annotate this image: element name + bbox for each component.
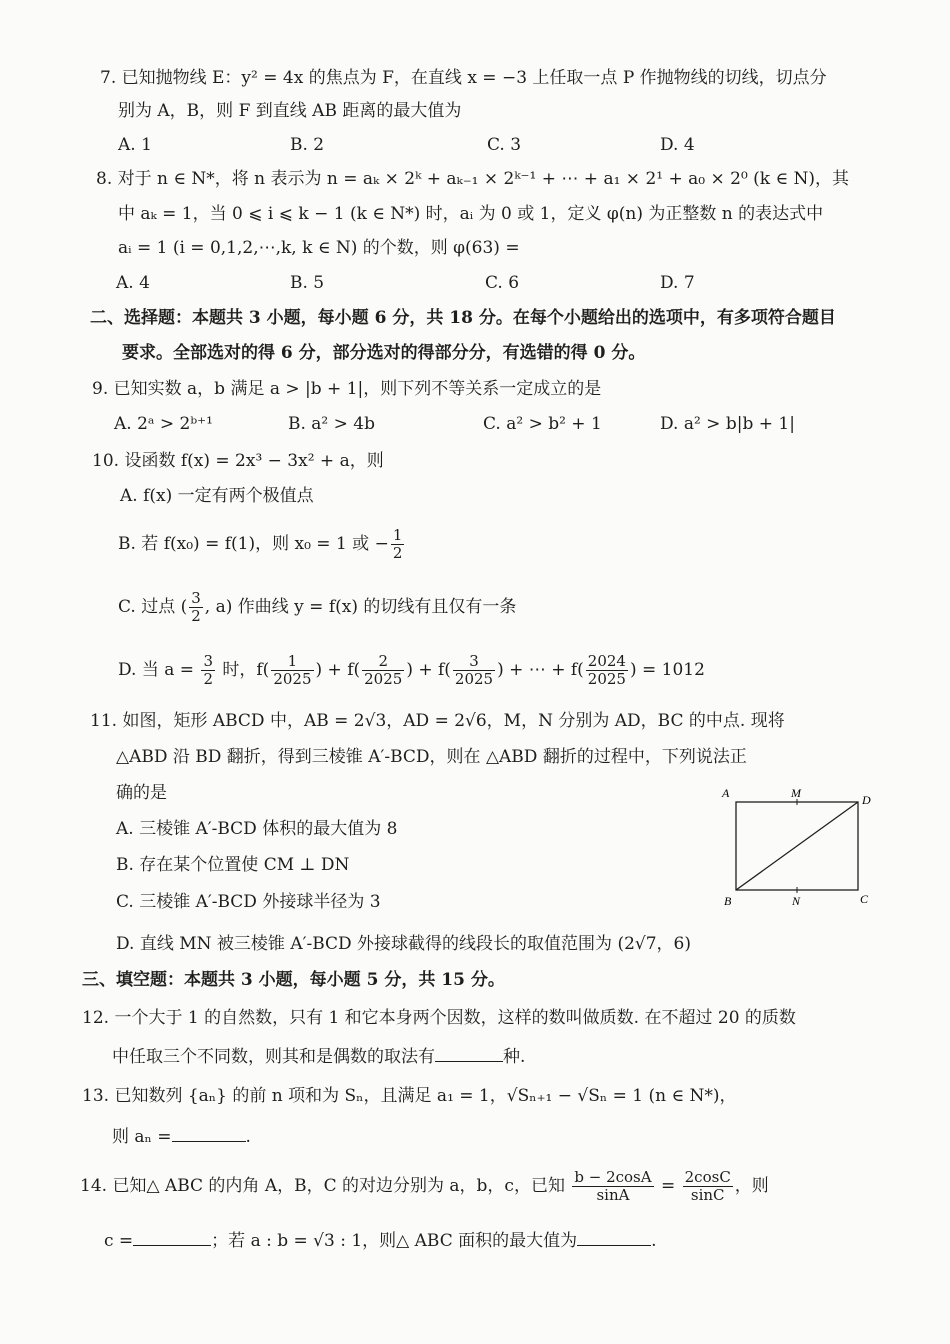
q9-option-b: B. a² > 4b xyxy=(288,414,376,434)
q14-line2-end: . xyxy=(651,1231,657,1251)
q10-option-c-text-end: , a) 作曲线 y = f(x) 的切线有且仅有一条 xyxy=(204,597,517,617)
q10-option-d xyxy=(118,653,705,688)
q11-option-b: B. 存在某个位置使 CM ⊥ DN xyxy=(116,855,350,875)
q14-text: 14. 已知△ ABC 的内角 A，B，C 的对边分别为 a，b，c，已知 xyxy=(80,1176,565,1196)
fraction-denominator: sinC xyxy=(690,1186,725,1204)
q8-line2: 中 aₖ = 1，当 0 ⩽ i ⩽ k − 1 (k ∈ N*) 时，aᵢ 为 0 或 1，定义 φ(n) 为正整数 n 的表达式中 xyxy=(118,204,824,224)
q10-option-d-sep3: ) + ⋯ + f( xyxy=(497,660,584,680)
q10-option-d-f3-fraction xyxy=(453,653,495,688)
label-a: A xyxy=(722,786,730,800)
fraction-denominator: 2025 xyxy=(364,670,403,688)
label-b: B xyxy=(724,894,732,908)
q10-option-b-text: B. 若 f(x₀) = f(1)，则 x₀ = 1 或 − xyxy=(118,534,389,554)
q9-option-d: D. a² > b|b + 1| xyxy=(660,414,795,434)
q11-option-c: C. 三棱锥 A′-BCD 外接球半径为 3 xyxy=(116,892,381,912)
label-d: D xyxy=(862,793,871,807)
q13-line2 xyxy=(112,1123,251,1149)
q7-line1: 7. 已知抛物线 E：y² = 4x 的焦点为 F，在直线 x = −3 上任取一点 P 作抛物线的切线，切点分 xyxy=(100,68,827,88)
fraction-denominator: 2 xyxy=(392,544,403,562)
q14-area-answer-blank xyxy=(577,1227,651,1246)
q10-option-d-end: ) = 1012 xyxy=(629,660,705,680)
q12-answer-blank xyxy=(435,1043,503,1062)
q13-answer-blank xyxy=(172,1123,246,1142)
label-c: C xyxy=(860,892,869,906)
q10-option-a: A. f(x) 一定有两个极值点 xyxy=(120,486,314,506)
q7-option-b: B. 2 xyxy=(290,135,325,155)
q14-c-answer-blank xyxy=(133,1227,211,1246)
diagonal-bd xyxy=(736,802,858,890)
q8-option-a: A. 4 xyxy=(116,273,150,293)
fraction-numerator: 3 xyxy=(191,589,201,607)
q10-stem: 10. 设函数 f(x) = 2x³ − 3x² + a，则 xyxy=(92,451,384,471)
fraction-numerator: b − 2cosA xyxy=(574,1168,652,1186)
q7-option-a: A. 1 xyxy=(118,135,152,155)
q10-option-b xyxy=(118,527,406,562)
q14-text-end: ，则 xyxy=(734,1176,769,1196)
q12-line2-text: 中任取三个不同数，则其和是偶数的取法有 xyxy=(112,1047,435,1067)
q8-line1: 8. 对于 n ∈ N*，将 n 表示为 n = aₖ × 2ᵏ + aₖ₋₁ × 2ᵏ⁻¹ + ⋯ + a₁ × 2¹ + a₀ × 2⁰ (k ∈ N)，其 xyxy=(96,169,849,189)
q14-fraction-right xyxy=(683,1169,733,1204)
q10-option-d-f1-fraction xyxy=(271,653,313,688)
q14-line2 xyxy=(104,1227,657,1253)
fraction-denominator: 2025 xyxy=(273,670,312,688)
q14-equals: = xyxy=(660,1176,676,1196)
q12-line1: 12. 一个大于 1 的自然数，只有 1 和它本身两个因数，这样的数叫做质数. 在不超过 20 的质数 xyxy=(82,1008,796,1028)
q7-option-d: D. 4 xyxy=(660,135,695,155)
fraction-denominator: sinA xyxy=(596,1186,630,1204)
q8-option-c: C. 6 xyxy=(485,273,520,293)
q13-line2-end: . xyxy=(245,1127,251,1147)
q13-line2-text: 则 aₙ = xyxy=(112,1127,172,1147)
fraction-numerator: 1 xyxy=(271,653,313,671)
q11-line2: △ABD 沿 BD 翻折，得到三棱锥 A′-BCD，则在 △ABD 翻折的过程中，下列说法正 xyxy=(116,747,747,767)
q11-line1: 11. 如图，矩形 ABCD 中，AB = 2√3，AD = 2√6，M，N 分别为 AD，BC 的中点. 现将 xyxy=(90,711,785,731)
q10-option-b-fraction xyxy=(391,527,405,562)
q14-line1 xyxy=(80,1169,769,1204)
q13-line1: 13. 已知数列 {aₙ} 的前 n 项和为 Sₙ，且满足 a₁ = 1，√Sₙ₊₁ − √Sₙ = 1 (n ∈ N*)， xyxy=(82,1086,737,1106)
section2-heading-line2: 要求。全部选对的得 6 分，部分选对的得部分分，有选错的得 0 分。 xyxy=(122,343,646,363)
q9-option-a: A. 2ᵃ > 2ᵇ⁺¹ xyxy=(114,414,213,434)
q7-option-c: C. 3 xyxy=(487,135,522,155)
fraction-numerator: 2024 xyxy=(587,652,626,670)
fraction-numerator: 2 xyxy=(362,653,404,671)
fraction-numerator: 3 xyxy=(203,652,213,670)
q14-line2-text: ；若 a : b = √3 : 1，则△ ABC 面积的最大值为 xyxy=(211,1231,578,1251)
q8-option-d: D. 7 xyxy=(660,273,695,293)
q10-option-c-fraction xyxy=(189,590,203,625)
q10-option-d-text: D. 当 a = xyxy=(118,660,195,680)
q12-line2-end: 种. xyxy=(503,1047,526,1067)
rectangle-figure xyxy=(718,784,888,914)
fraction-denominator: 2025 xyxy=(587,670,626,688)
section2-heading-line1: 二、选择题：本题共 3 小题，每小题 6 分，共 18 分。在每个小题给出的选项中，有多项符合题目 xyxy=(90,308,836,328)
q12-line2 xyxy=(112,1043,525,1069)
q10-option-d-f2-fraction xyxy=(362,653,404,688)
label-m: M xyxy=(791,786,801,800)
fraction-denominator: 2025 xyxy=(454,670,494,688)
q8-line3: aᵢ = 1 (i = 0,1,2,⋯,k, k ∈ N) 的个数，则 φ(63) = xyxy=(118,238,520,258)
q10-option-d-sep2: ) + f( xyxy=(406,660,451,680)
label-n: N xyxy=(792,894,801,908)
fraction-numerator: 2cosC xyxy=(684,1168,731,1186)
fraction-denominator: 2 xyxy=(203,670,213,688)
fraction-denominator: 2 xyxy=(191,607,201,625)
q10-option-d-sep1: ) + f( xyxy=(315,660,361,680)
q11-option-a: A. 三棱锥 A′-BCD 体积的最大值为 8 xyxy=(116,819,398,839)
q10-option-d-f4-fraction xyxy=(586,653,628,688)
q14-fraction-left xyxy=(572,1169,653,1204)
fraction-numerator: 1 xyxy=(392,526,403,544)
q7-line2: 别为 A，B，则 F 到直线 AB 距离的最大值为 xyxy=(118,101,462,121)
q10-option-d-mid: 时，f( xyxy=(222,660,270,680)
q11-option-d: D. 直线 MN 被三棱锥 A′-BCD 外接球截得的线段长的取值范围为 (2√7，6) xyxy=(116,934,692,954)
fraction-numerator: 3 xyxy=(453,653,495,671)
q8-option-b: B. 5 xyxy=(290,273,325,293)
q10-option-d-a-fraction xyxy=(201,653,215,688)
q11-line3: 确的是 xyxy=(116,783,167,803)
q14-c-label: c = xyxy=(104,1231,134,1251)
q10-option-c xyxy=(118,590,516,625)
q10-option-c-text-start: C. 过点 ( xyxy=(118,597,188,617)
q9-stem: 9. 已知实数 a，b 满足 a > |b + 1|，则下列不等关系一定成立的是 xyxy=(92,379,602,399)
q9-option-c: C. a² > b² + 1 xyxy=(483,414,602,434)
section3-heading: 三、填空题：本题共 3 小题，每小题 5 分，共 15 分。 xyxy=(82,970,505,990)
